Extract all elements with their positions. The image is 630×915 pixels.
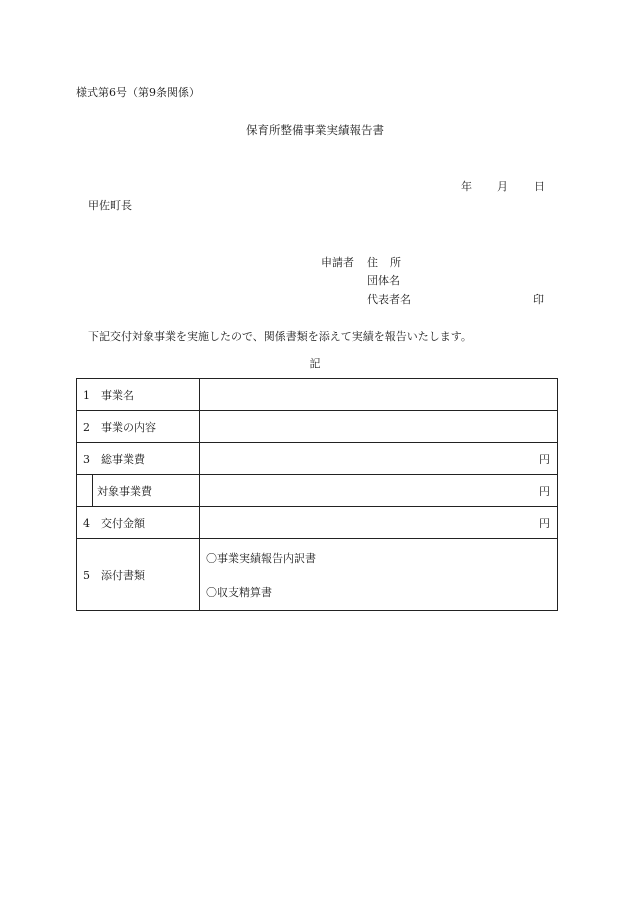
project-name-label: 事業名 <box>101 388 134 402</box>
row-label <box>77 411 200 443</box>
project-content-label: 事業の内容 <box>101 420 156 434</box>
row-number: 5 <box>83 568 90 582</box>
table-row <box>77 379 558 411</box>
row-number: 2 <box>83 420 90 434</box>
attachments-field <box>200 539 558 611</box>
date-year-label: 年 <box>461 180 472 193</box>
target-cost-label: 対象事業費 <box>93 475 200 507</box>
ki-heading: 記 <box>309 357 321 370</box>
total-cost-label: 総事業費 <box>101 452 145 466</box>
project-name-field[interactable] <box>200 379 558 411</box>
row-number: 1 <box>83 388 90 402</box>
indent-cell <box>77 475 93 507</box>
attachment-item: 〇収支精算書 <box>206 585 272 599</box>
form-number: 様式第6号（第9条関係） <box>76 86 200 99</box>
row-label <box>77 539 200 611</box>
project-content-field[interactable] <box>200 411 558 443</box>
table-row <box>77 411 558 443</box>
seal-mark: 印 <box>533 293 544 306</box>
applicant-label: 申請者 <box>321 256 354 269</box>
attachment-item: 〇事業実績報告内訳書 <box>206 551 316 565</box>
report-table <box>76 378 558 611</box>
document-title: 保育所整備事業実績報告書 <box>246 123 384 137</box>
table-row <box>77 475 558 507</box>
row-label <box>77 379 200 411</box>
row-label <box>77 507 200 539</box>
representative-label: 代表者名 <box>367 293 411 306</box>
report-statement: 下記交付対象事業を実施したので、関係書類を添えて実績を報告いたします。 <box>88 330 472 343</box>
organization-name-label: 団体名 <box>367 274 400 287</box>
grant-amount-field[interactable]: 円 <box>200 507 558 539</box>
row-number: 4 <box>83 516 90 530</box>
recipient: 甲佐町長 <box>88 199 132 212</box>
total-cost-field[interactable]: 円 <box>200 443 558 475</box>
date-month-label: 月 <box>497 180 508 193</box>
attachments-label: 添付書類 <box>101 568 145 582</box>
table-row <box>77 539 558 611</box>
address-label: 住所 <box>367 256 413 269</box>
table-row <box>77 443 558 475</box>
grant-amount-label: 交付金額 <box>101 516 145 530</box>
row-number: 3 <box>83 452 90 466</box>
date-day-label: 日 <box>534 180 545 193</box>
target-cost-field[interactable]: 円 <box>200 475 558 507</box>
row-label <box>77 443 200 475</box>
table-row <box>77 507 558 539</box>
